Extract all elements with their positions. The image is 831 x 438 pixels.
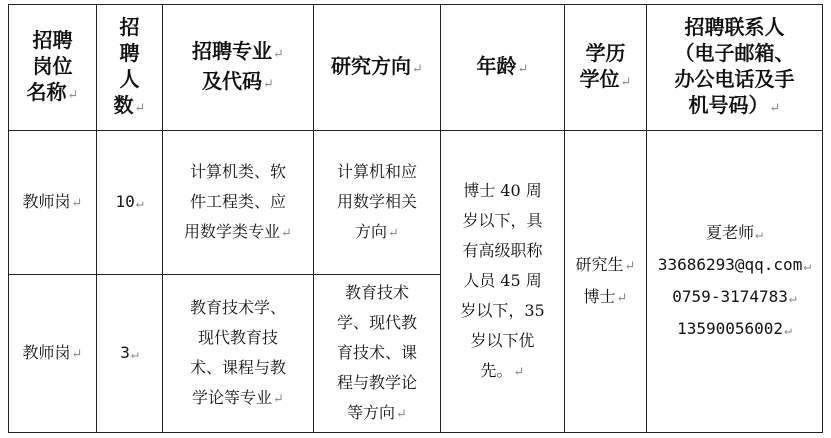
cell-line [314,53,440,83]
cell-line [314,157,440,187]
cell-text: 用数学相关 [336,191,417,211]
cell-text: 计算机和应 [336,161,417,181]
cell-text: 岁以下优 [470,330,535,350]
row1-position-cell [9,131,97,275]
header-research [314,5,441,131]
cell-line [314,278,440,308]
cell-line [9,79,96,109]
cell-line [441,326,564,356]
contact-cell [647,131,823,433]
cell-line [647,92,822,122]
cell-line [97,92,162,122]
cell-text: 人 [119,66,140,91]
cell-text: 博士 40 周 [463,180,542,200]
cell-text: 机号码） [688,92,769,117]
cell-text: 计算机类、软 [189,161,286,181]
cell-line [9,338,96,370]
cell-text: 3 [120,342,130,362]
paragraph-mark-icon: ↵ [620,74,632,90]
cell-text: 学历 [585,40,626,65]
paragraph-mark-icon: ↵ [273,46,284,62]
cell-line [647,218,822,250]
paragraph-mark-icon: ↵ [616,290,628,306]
cell-line [314,368,440,398]
cell-line [97,66,162,92]
cell-text: 博士 [583,286,616,306]
cell-text: 招 [119,14,140,39]
paragraph-mark-icon: ↵ [71,195,83,211]
cell-text: 先。 [480,360,513,380]
cell-text: 教育技术学、 [189,297,286,317]
cell-line [97,14,162,40]
paragraph-mark-icon: ↵ [263,76,274,92]
cell-line [441,236,564,266]
cell-line [647,66,822,92]
cell-line [163,68,313,98]
cell-line [163,383,313,415]
cell-text: 术、课程与教 [189,357,286,377]
paragraph-mark-icon: ↵ [769,100,781,116]
cell-text: 年龄 [476,53,517,78]
paragraph-mark-icon: ↵ [130,346,139,362]
cell-line [163,323,313,353]
cell-text: 岁以下，具 [462,210,543,230]
cell-text: 教师岗 [22,342,71,362]
paragraph-mark-icon: ↵ [803,258,812,274]
cell-line [314,308,440,338]
degree-cell [565,131,647,433]
row2-position-cell [9,275,97,433]
row1-major-cell [163,131,314,275]
paragraph-mark-icon: ↵ [388,225,399,241]
paragraph-mark-icon: ↵ [396,406,407,422]
cell-text: 岗位 [32,53,73,78]
cell-line [163,38,313,68]
cell-line [647,314,822,346]
cell-line [441,356,564,388]
table-row [9,131,823,275]
row2-research-cell [314,275,441,433]
cell-text: 育技术、课 [336,342,417,362]
cell-text: 件工程类、应 [189,191,286,211]
cell-line [441,206,564,236]
cell-text: 招聘专业 [192,38,273,63]
cell-line [441,296,564,326]
cell-text: 学、现代教 [336,312,417,332]
cell-text: 研究方向 [331,53,412,78]
cell-line [647,40,822,66]
row2-count-cell [97,275,163,433]
cell-text: 0759-3174783 [672,286,788,306]
header-major [163,5,314,131]
cell-text: 10 [115,191,135,211]
age-cell [441,131,565,433]
cell-text: 数 [113,92,134,117]
header-position [9,5,97,131]
cell-text: 学位 [579,66,620,91]
header-count [97,5,163,131]
cell-text: 岁以下，35 [460,300,545,320]
cell-line [9,53,96,79]
paragraph-mark-icon: ↵ [67,87,79,103]
cell-line [163,157,313,187]
cell-text: 现代教育技 [197,327,278,347]
cell-line [647,250,822,282]
cell-line [163,187,313,217]
cell-text: 人员 45 周 [463,270,542,290]
cell-text: 及代码 [202,68,263,93]
cell-text: 教育技术 [344,282,409,302]
cell-line [565,250,646,282]
cell-text: 教师岗 [22,191,71,211]
cell-line [441,53,564,83]
cell-line [97,40,162,66]
cell-text: 招聘联系人 [684,14,785,39]
cell-text: 名称 [26,79,67,104]
cell-line [314,187,440,217]
cell-line [441,266,564,296]
cell-line [314,217,440,249]
cell-text: 方向 [355,221,388,241]
paragraph-mark-icon: ↵ [624,258,636,274]
cell-line [647,282,822,314]
paragraph-mark-icon: ↵ [755,226,763,242]
cell-line [565,282,646,314]
cell-text: 研究生 [575,254,624,274]
header-contact [647,5,823,131]
row2-major-cell [163,275,314,433]
cell-text: 办公电话及手 [674,66,795,91]
cell-text: 招聘 [32,27,73,52]
paragraph-mark-icon: ↵ [135,195,144,211]
cell-line [647,14,822,40]
header-age [441,5,565,131]
cell-line [163,293,313,323]
paragraph-mark-icon: ↵ [784,322,792,338]
paragraph-mark-icon: ↵ [134,100,146,116]
paragraph-mark-icon: ↵ [273,391,284,407]
cell-line [314,398,440,430]
paragraph-mark-icon: ↵ [71,346,83,362]
paragraph-mark-icon: ↵ [517,61,529,77]
cell-text: 程与教学论 [336,372,417,392]
paragraph-mark-icon: ↵ [788,290,797,306]
header-row [9,5,823,131]
cell-text: （电子邮箱、 [674,40,795,65]
cell-text: 用数学类专业 [184,221,281,241]
cell-text: 等方向 [347,402,396,422]
row1-count-cell [97,131,163,275]
cell-text: 33686293@qq.com [657,254,803,274]
cell-line [97,187,162,219]
cell-text: 聘 [119,40,140,65]
row1-research-cell [314,131,441,275]
cell-line [565,40,646,66]
cell-text: 学论等专业 [192,387,273,407]
paragraph-mark-icon: ↵ [281,225,292,241]
paragraph-mark-icon: ↵ [412,61,423,77]
paragraph-mark-icon: ↵ [513,364,525,380]
recruitment-table [8,4,823,433]
cell-line [565,66,646,96]
cell-line [163,353,313,383]
cell-line [9,27,96,53]
cell-line [441,176,564,206]
cell-line [314,338,440,368]
cell-line [9,187,96,219]
cell-text: 13590056002 [677,318,784,338]
cell-text: 有高级职称 [462,240,543,260]
cell-line [163,217,313,249]
cell-line [97,338,162,370]
cell-text: 夏老师 [706,222,755,242]
header-degree [565,5,647,131]
